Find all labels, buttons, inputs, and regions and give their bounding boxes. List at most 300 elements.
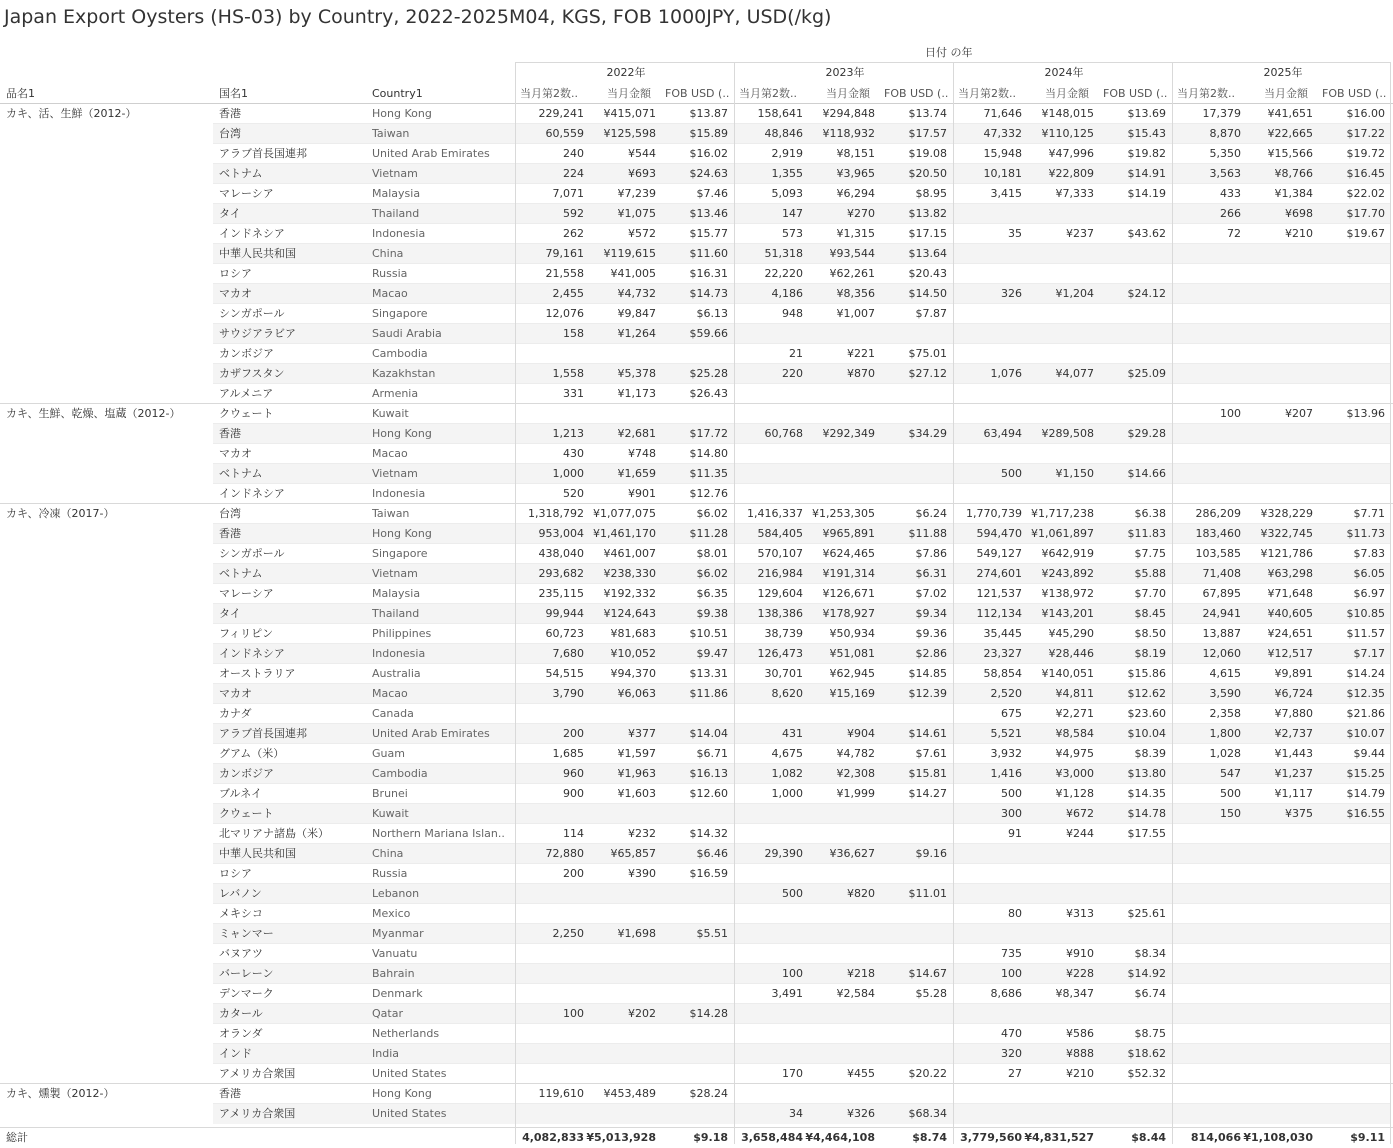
country-jp-cell: フィリピン xyxy=(219,627,274,640)
value-cell: ¥820 xyxy=(847,887,875,900)
value-cell: $26.43 xyxy=(689,387,728,400)
row-separator xyxy=(213,583,1391,584)
measure-header: 当月金額 xyxy=(607,87,651,100)
country-en-cell: Thailand xyxy=(372,607,420,620)
value-cell: ¥1,461,170 xyxy=(593,527,656,540)
measure-header: FOB USD (.. xyxy=(665,87,730,100)
value-cell: $6.31 xyxy=(915,567,947,580)
value-cell: $8.95 xyxy=(915,187,947,200)
country-en-cell: Kazakhstan xyxy=(372,367,436,380)
row-separator xyxy=(213,563,1391,564)
right-border xyxy=(1390,62,1391,1144)
value-cell: 27 xyxy=(1008,1067,1022,1080)
value-cell: $13.64 xyxy=(908,247,947,260)
value-cell: ¥1,007 xyxy=(836,307,875,320)
country-jp-cell: ミャンマー xyxy=(219,927,274,940)
country-jp-cell: デンマーク xyxy=(219,987,274,1000)
value-cell: 48,846 xyxy=(764,127,803,140)
value-cell: ¥1,597 xyxy=(617,747,656,760)
value-cell: 17,379 xyxy=(1202,107,1241,120)
country-jp-cell: グアム（米） xyxy=(219,747,285,760)
measure-header: FOB USD (.. xyxy=(884,87,949,100)
measure-header: FOB USD (.. xyxy=(1322,87,1387,100)
value-cell: $27.12 xyxy=(908,367,947,380)
measure-header: 当月第2数.. xyxy=(520,87,578,100)
value-cell: ¥2,584 xyxy=(836,987,875,1000)
value-cell: 594,470 xyxy=(976,527,1022,540)
value-cell: ¥22,665 xyxy=(1267,127,1313,140)
value-cell: 274,601 xyxy=(976,567,1022,580)
value-cell: $14.04 xyxy=(689,727,728,740)
value-cell: ¥62,945 xyxy=(829,667,875,680)
country-en-cell: Thailand xyxy=(372,207,420,220)
country-en-cell: Northern Mariana Islan.. xyxy=(372,827,505,840)
row-separator xyxy=(213,243,1391,244)
value-cell: ¥375 xyxy=(1285,807,1313,820)
value-cell: $8.39 xyxy=(1134,747,1166,760)
value-cell: $16.31 xyxy=(689,267,728,280)
value-cell: ¥41,005 xyxy=(610,267,656,280)
value-cell: $9.44 xyxy=(1353,747,1385,760)
value-cell: $16.00 xyxy=(1346,107,1385,120)
value-cell: ¥51,081 xyxy=(829,647,875,660)
value-cell: ¥390 xyxy=(628,867,656,880)
value-cell: $14.91 xyxy=(1127,167,1166,180)
country-jp-cell: ロシア xyxy=(219,867,252,880)
value-cell: ¥228 xyxy=(1066,967,1094,980)
row-separator xyxy=(213,743,1391,744)
value-cell: ¥210 xyxy=(1066,1067,1094,1080)
country-en-cell: Malaysia xyxy=(372,587,421,600)
value-cell: ¥218 xyxy=(847,967,875,980)
country-jp-cell: アメリカ合衆国 xyxy=(219,1067,296,1080)
value-cell: 1,076 xyxy=(990,367,1022,380)
value-cell: 960 xyxy=(563,767,584,780)
value-cell: $12.62 xyxy=(1127,687,1166,700)
country-en-cell: United Arab Emirates xyxy=(372,147,490,160)
country-en-cell: Hong Kong xyxy=(372,1087,432,1100)
value-cell: ¥1,150 xyxy=(1055,467,1094,480)
country-jp-cell: 北マリアナ諸島（米） xyxy=(219,827,329,840)
value-cell: $14.28 xyxy=(689,1007,728,1020)
grand-total-label: 総計 xyxy=(6,1131,28,1144)
country-jp-cell: マレーシア xyxy=(219,187,274,200)
value-cell: ¥572 xyxy=(628,227,656,240)
value-cell: $9.47 xyxy=(696,647,728,660)
country-jp-cell: レバノン xyxy=(219,887,262,900)
value-cell: 1,000 xyxy=(771,787,803,800)
value-cell: 3,491 xyxy=(771,987,803,1000)
country-en-cell: Bahrain xyxy=(372,967,415,980)
value-cell: $16.45 xyxy=(1346,167,1385,180)
value-cell: $14.80 xyxy=(689,447,728,460)
value-cell: ¥121,786 xyxy=(1260,547,1313,560)
row-separator xyxy=(213,983,1391,984)
value-cell: ¥910 xyxy=(1066,947,1094,960)
value-cell: $13.96 xyxy=(1346,407,1385,420)
country-jp-cell: マカオ xyxy=(219,447,252,460)
value-cell: 100 xyxy=(1001,967,1022,980)
value-cell: ¥143,201 xyxy=(1041,607,1094,620)
value-cell: 2,520 xyxy=(990,687,1022,700)
row-separator xyxy=(213,883,1391,884)
country-en-cell: United States xyxy=(372,1067,447,1080)
total-value-cell: $8.74 xyxy=(912,1131,947,1144)
value-cell: $14.19 xyxy=(1127,187,1166,200)
value-cell: 1,213 xyxy=(552,427,584,440)
value-cell: 2,250 xyxy=(552,927,584,940)
value-cell: ¥415,071 xyxy=(603,107,656,120)
value-cell: 573 xyxy=(782,227,803,240)
country-en-cell: Singapore xyxy=(372,307,428,320)
value-cell: 7,071 xyxy=(552,187,584,200)
country-en-cell: Philippines xyxy=(372,627,432,640)
value-cell: 147 xyxy=(782,207,803,220)
measure-header: FOB USD (.. xyxy=(1103,87,1168,100)
value-cell: $25.61 xyxy=(1127,907,1166,920)
value-cell: ¥3,965 xyxy=(836,167,875,180)
row-separator xyxy=(213,163,1391,164)
value-cell: ¥202 xyxy=(628,1007,656,1020)
row-separator xyxy=(213,183,1391,184)
value-cell: $34.29 xyxy=(908,427,947,440)
value-cell: $12.76 xyxy=(689,487,728,500)
value-cell: $17.72 xyxy=(689,427,728,440)
value-cell: $13.80 xyxy=(1127,767,1166,780)
value-cell: $21.86 xyxy=(1346,707,1385,720)
value-cell: 592 xyxy=(563,207,584,220)
value-cell: $19.08 xyxy=(908,147,947,160)
value-cell: $6.97 xyxy=(1353,587,1385,600)
value-cell: $16.59 xyxy=(689,867,728,880)
value-cell: $11.86 xyxy=(689,687,728,700)
country-en-cell: Mexico xyxy=(372,907,411,920)
value-cell: 500 xyxy=(1001,467,1022,480)
value-cell: ¥901 xyxy=(628,487,656,500)
value-cell: 35,445 xyxy=(983,627,1022,640)
value-cell: ¥244 xyxy=(1066,827,1094,840)
total-value-cell: $9.18 xyxy=(693,1131,728,1144)
value-cell: $17.57 xyxy=(908,127,947,140)
value-cell: 99,944 xyxy=(545,607,584,620)
value-cell: 183,460 xyxy=(1195,527,1241,540)
value-cell: 286,209 xyxy=(1195,507,1241,520)
country-en-cell: Australia xyxy=(372,667,421,680)
year-header: 2023年 xyxy=(825,66,865,79)
row-separator xyxy=(213,923,1391,924)
value-cell: ¥1,315 xyxy=(836,227,875,240)
measure-header: 当月第2数.. xyxy=(1177,87,1235,100)
value-cell: $7.17 xyxy=(1353,647,1385,660)
value-cell: $25.28 xyxy=(689,367,728,380)
total-value-cell: $9.11 xyxy=(1350,1131,1385,1144)
value-cell: $6.46 xyxy=(696,847,728,860)
value-cell: $7.02 xyxy=(915,587,947,600)
row-separator xyxy=(213,703,1391,704)
value-cell: $17.55 xyxy=(1127,827,1166,840)
country-jp-cell: インドネシア xyxy=(219,487,285,500)
product-group-label: カキ、冷凍（2017-） xyxy=(6,507,115,520)
country-en-cell: Netherlands xyxy=(372,1027,440,1040)
value-cell: 129,604 xyxy=(757,587,803,600)
value-cell: ¥118,932 xyxy=(822,127,875,140)
country-jp-cell: クウェート xyxy=(219,407,274,420)
country-en-cell: Singapore xyxy=(372,547,428,560)
total-value-cell: 814,066 xyxy=(1190,1131,1241,1144)
value-cell: ¥6,063 xyxy=(617,687,656,700)
value-cell: $59.66 xyxy=(689,327,728,340)
value-cell: ¥326 xyxy=(847,1107,875,1120)
value-cell: 72,880 xyxy=(545,847,584,860)
value-cell: $11.35 xyxy=(689,467,728,480)
value-cell: 948 xyxy=(782,307,803,320)
value-cell: $16.55 xyxy=(1346,807,1385,820)
value-cell: $22.02 xyxy=(1346,187,1385,200)
value-cell: ¥237 xyxy=(1066,227,1094,240)
value-cell: 1,800 xyxy=(1209,727,1241,740)
value-cell: ¥1,117 xyxy=(1274,787,1313,800)
value-cell: 1,685 xyxy=(552,747,584,760)
value-cell: ¥2,681 xyxy=(617,427,656,440)
value-cell: ¥1,128 xyxy=(1055,787,1094,800)
value-cell: ¥1,603 xyxy=(617,787,656,800)
value-cell: 13,887 xyxy=(1202,627,1241,640)
value-cell: ¥1,443 xyxy=(1274,747,1313,760)
value-cell: ¥36,627 xyxy=(829,847,875,860)
product-group-label: カキ、活、生鮮（2012-） xyxy=(6,107,137,120)
value-cell: 29,390 xyxy=(764,847,803,860)
country-jp-cell: 香港 xyxy=(219,1087,241,1100)
value-cell: 23,327 xyxy=(983,647,1022,660)
value-cell: $11.88 xyxy=(908,527,947,540)
total-value-cell: ¥4,831,527 xyxy=(1024,1131,1094,1144)
value-cell: ¥1,264 xyxy=(617,327,656,340)
value-cell: ¥81,683 xyxy=(610,627,656,640)
country-en-cell: Cambodia xyxy=(372,767,428,780)
value-cell: 35 xyxy=(1008,227,1022,240)
value-cell: 24,941 xyxy=(1202,607,1241,620)
value-cell: $13.87 xyxy=(689,107,728,120)
value-cell: $14.32 xyxy=(689,827,728,840)
row-separator xyxy=(213,623,1391,624)
value-cell: $23.60 xyxy=(1127,707,1166,720)
value-cell: ¥7,333 xyxy=(1055,187,1094,200)
value-cell: $13.69 xyxy=(1127,107,1166,120)
country-jp-cell: タイ xyxy=(219,207,241,220)
value-cell: 549,127 xyxy=(976,547,1022,560)
product-group-label: カキ、生鮮、乾燥、塩蔵（2012-） xyxy=(6,407,181,420)
value-cell: 900 xyxy=(563,787,584,800)
value-cell: 2,358 xyxy=(1209,707,1241,720)
value-cell: ¥7,239 xyxy=(617,187,656,200)
value-cell: $15.86 xyxy=(1127,667,1166,680)
country-jp-cell: カザフスタン xyxy=(219,367,285,380)
value-cell: 300 xyxy=(1001,807,1022,820)
country-en-cell: Lebanon xyxy=(372,887,420,900)
value-cell: ¥65,857 xyxy=(610,847,656,860)
year-header: 2025年 xyxy=(1263,66,1303,79)
value-cell: 3,415 xyxy=(990,187,1022,200)
value-cell: 63,494 xyxy=(983,427,1022,440)
value-cell: ¥124,643 xyxy=(603,607,656,620)
country-jp-cell: オランダ xyxy=(219,1027,263,1040)
value-cell: $25.09 xyxy=(1127,367,1166,380)
item-column-header: 品名1 xyxy=(6,87,35,100)
measure-header: 当月金額 xyxy=(1264,87,1308,100)
value-cell: 79,161 xyxy=(545,247,584,260)
value-cell: ¥8,347 xyxy=(1055,987,1094,1000)
value-cell: 60,559 xyxy=(545,127,584,140)
value-cell: 262 xyxy=(563,227,584,240)
value-cell: 51,318 xyxy=(764,247,803,260)
year-divider xyxy=(1172,62,1173,1144)
value-cell: $7.46 xyxy=(696,187,728,200)
value-cell: $20.22 xyxy=(908,1067,947,1080)
country-en-cell: Macao xyxy=(372,447,408,460)
value-cell: $17.22 xyxy=(1346,127,1385,140)
value-cell: ¥4,975 xyxy=(1055,747,1094,760)
value-cell: $29.28 xyxy=(1127,427,1166,440)
value-cell: ¥1,253,305 xyxy=(812,507,875,520)
value-cell: ¥15,566 xyxy=(1267,147,1313,160)
value-cell: 8,870 xyxy=(1209,127,1241,140)
country-en-cell: Hong Kong xyxy=(372,427,432,440)
value-cell: $9.34 xyxy=(915,607,947,620)
value-cell: 320 xyxy=(1001,1047,1022,1060)
row-separator xyxy=(213,903,1391,904)
country-jp-cell: アルメニア xyxy=(219,387,274,400)
country-en-cell: Vietnam xyxy=(372,567,418,580)
country-jp-cell: インドネシア xyxy=(219,647,285,660)
value-cell: ¥461,007 xyxy=(603,547,656,560)
country-jp-cell: マカオ xyxy=(219,287,252,300)
value-cell: 4,615 xyxy=(1209,667,1241,680)
value-cell: $15.89 xyxy=(689,127,728,140)
value-cell: ¥47,996 xyxy=(1048,147,1094,160)
value-cell: 1,082 xyxy=(771,767,803,780)
value-cell: ¥888 xyxy=(1066,1047,1094,1060)
country-en-cell: Russia xyxy=(372,267,408,280)
value-cell: ¥455 xyxy=(847,1067,875,1080)
row-separator xyxy=(213,863,1391,864)
value-cell: $19.72 xyxy=(1346,147,1385,160)
country-jp-cell: シンガポール xyxy=(219,307,285,320)
row-separator xyxy=(213,643,1391,644)
value-cell: $14.27 xyxy=(908,787,947,800)
value-cell: 200 xyxy=(563,727,584,740)
value-cell: ¥748 xyxy=(628,447,656,460)
value-cell: 150 xyxy=(1220,807,1241,820)
value-cell: 3,932 xyxy=(990,747,1022,760)
value-cell: ¥8,766 xyxy=(1274,167,1313,180)
value-cell: ¥294,848 xyxy=(822,107,875,120)
value-cell: 2,919 xyxy=(771,147,803,160)
value-cell: ¥119,615 xyxy=(603,247,656,260)
value-cell: ¥328,229 xyxy=(1260,507,1313,520)
year-divider xyxy=(734,62,735,1144)
value-cell: $14.92 xyxy=(1127,967,1166,980)
value-cell: ¥453,489 xyxy=(603,1087,656,1100)
value-cell: 520 xyxy=(563,487,584,500)
country-jp-cell: 香港 xyxy=(219,427,241,440)
value-cell: $12.35 xyxy=(1346,687,1385,700)
value-cell: ¥4,077 xyxy=(1055,367,1094,380)
value-cell: $6.71 xyxy=(696,747,728,760)
value-cell: ¥2,737 xyxy=(1274,727,1313,740)
value-cell: $7.70 xyxy=(1134,587,1166,600)
value-cell: 500 xyxy=(1220,787,1241,800)
total-value-cell: 3,779,560 xyxy=(960,1131,1022,1144)
country-jp-cell: シンガポール xyxy=(219,547,285,560)
row-separator xyxy=(213,723,1391,724)
row-separator xyxy=(213,543,1391,544)
value-cell: 200 xyxy=(563,867,584,880)
country-jp-cell: マレーシア xyxy=(219,587,274,600)
value-cell: ¥377 xyxy=(628,727,656,740)
value-cell: $28.24 xyxy=(689,1087,728,1100)
row-separator xyxy=(213,943,1391,944)
total-value-cell: $8.44 xyxy=(1131,1131,1166,1144)
value-cell: $75.01 xyxy=(908,347,947,360)
value-cell: ¥41,651 xyxy=(1267,107,1313,120)
country-en-cell: Brunei xyxy=(372,787,408,800)
value-cell: $12.60 xyxy=(689,787,728,800)
value-cell: $7.83 xyxy=(1353,547,1385,560)
country-en-cell: Hong Kong xyxy=(372,527,432,540)
value-cell: $14.67 xyxy=(908,967,947,980)
row-separator xyxy=(213,383,1391,384)
value-cell: 72 xyxy=(1227,227,1241,240)
value-cell: $6.13 xyxy=(696,307,728,320)
row-separator xyxy=(213,1103,1391,1104)
row-separator xyxy=(213,803,1391,804)
value-cell: ¥210 xyxy=(1285,227,1313,240)
country-en-cell: Armenia xyxy=(372,387,419,400)
country-en-cell: Vietnam xyxy=(372,167,418,180)
value-cell: 58,854 xyxy=(983,667,1022,680)
value-cell: $15.43 xyxy=(1127,127,1166,140)
value-cell: ¥12,517 xyxy=(1267,647,1313,660)
country-en-cell: Denmark xyxy=(372,987,423,1000)
value-cell: 584,405 xyxy=(757,527,803,540)
product-group-label: カキ、燻製（2012-） xyxy=(6,1087,115,1100)
country-en-cell: Cambodia xyxy=(372,347,428,360)
value-cell: ¥3,000 xyxy=(1055,767,1094,780)
country-jp-cell: サウジアラビア xyxy=(219,327,296,340)
country-en-cell: Saudi Arabia xyxy=(372,327,442,340)
value-cell: $12.39 xyxy=(908,687,947,700)
value-cell: $7.71 xyxy=(1353,507,1385,520)
value-cell: 60,768 xyxy=(764,427,803,440)
value-cell: ¥292,349 xyxy=(822,427,875,440)
value-cell: ¥232 xyxy=(628,827,656,840)
country-en-cell: Taiwan xyxy=(372,127,410,140)
country-jp-cell: オーストラリア xyxy=(219,667,296,680)
value-cell: $24.12 xyxy=(1127,287,1166,300)
row-separator xyxy=(213,443,1391,444)
value-cell: 293,682 xyxy=(538,567,584,580)
value-cell: ¥1,075 xyxy=(617,207,656,220)
value-cell: $52.32 xyxy=(1127,1067,1166,1080)
value-cell: 15,948 xyxy=(983,147,1022,160)
value-cell: 500 xyxy=(1001,787,1022,800)
country-jp-cell: カナダ xyxy=(219,707,252,720)
value-cell: $11.60 xyxy=(689,247,728,260)
value-cell: $8.19 xyxy=(1134,647,1166,660)
value-cell: $9.38 xyxy=(696,607,728,620)
country-en-cell: Russia xyxy=(372,867,408,880)
value-cell: $6.74 xyxy=(1134,987,1166,1000)
